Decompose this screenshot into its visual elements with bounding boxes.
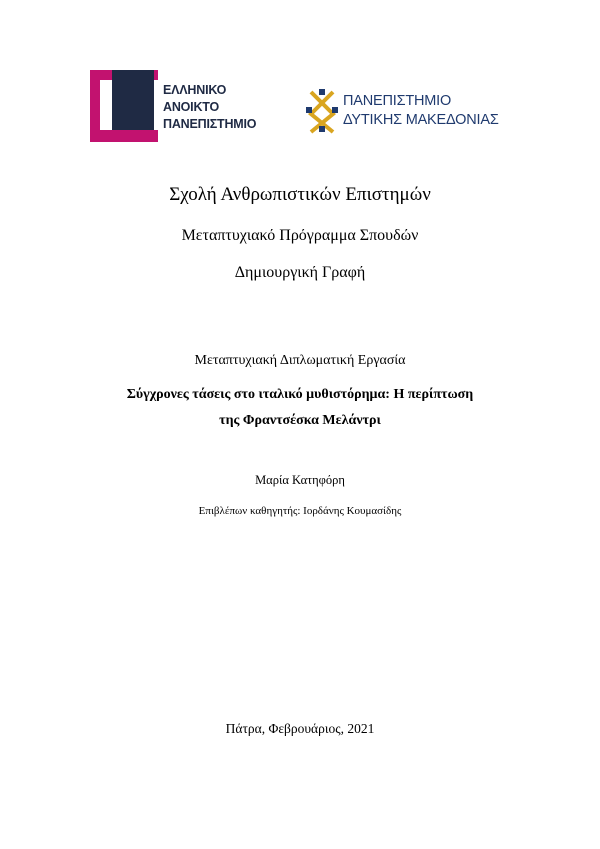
place-date: Πάτρα, Φεβρουάριος, 2021	[225, 721, 375, 736]
thesis-title-line-2: της Φραντσέσκα Μελάντρι	[219, 413, 381, 428]
hellenic-open-university-logo	[90, 70, 280, 142]
eap-line-1: ΕΛΛΗΝΙΚΟ	[163, 83, 227, 97]
thesis-title-line-1: Σύγχρονες τάσεις στο ιταλικό μυθιστόρημα: Η περίπτωση	[126, 387, 474, 402]
document-type: Μεταπτυχιακή Διπλωματική Εργασία	[194, 353, 406, 368]
uowm-line-2: ΔΥΤΙΚΗΣ ΜΑΚΕΔΟΝΙΑΣ	[343, 112, 499, 128]
program-name: Μεταπτυχιακό Πρόγραμμα Σπουδών	[181, 227, 419, 244]
uowm-emblem-icon	[305, 88, 339, 134]
university-western-macedonia-logo	[305, 88, 515, 138]
eap-line-2: ΑΝΟΙΚΤΟ	[163, 100, 220, 114]
school-name: Σχολή Ανθρωπιστικών Επιστημών	[169, 184, 431, 205]
field-name: Δημιουργική Γραφή	[234, 264, 366, 281]
author-name: Μαρία Κατηφόρη	[255, 473, 345, 487]
eap-line-3: ΠΑΝΕΠΙΣΤΗΜΙΟ	[163, 117, 257, 131]
supervisor: Επιβλέπων καθηγητής: Ιορδάνης Κουμασίδης	[198, 505, 402, 517]
eap-emblem-icon	[90, 70, 162, 142]
uowm-line-1: ΠΑΝΕΠΙΣΤΗΜΙΟ	[343, 93, 452, 109]
